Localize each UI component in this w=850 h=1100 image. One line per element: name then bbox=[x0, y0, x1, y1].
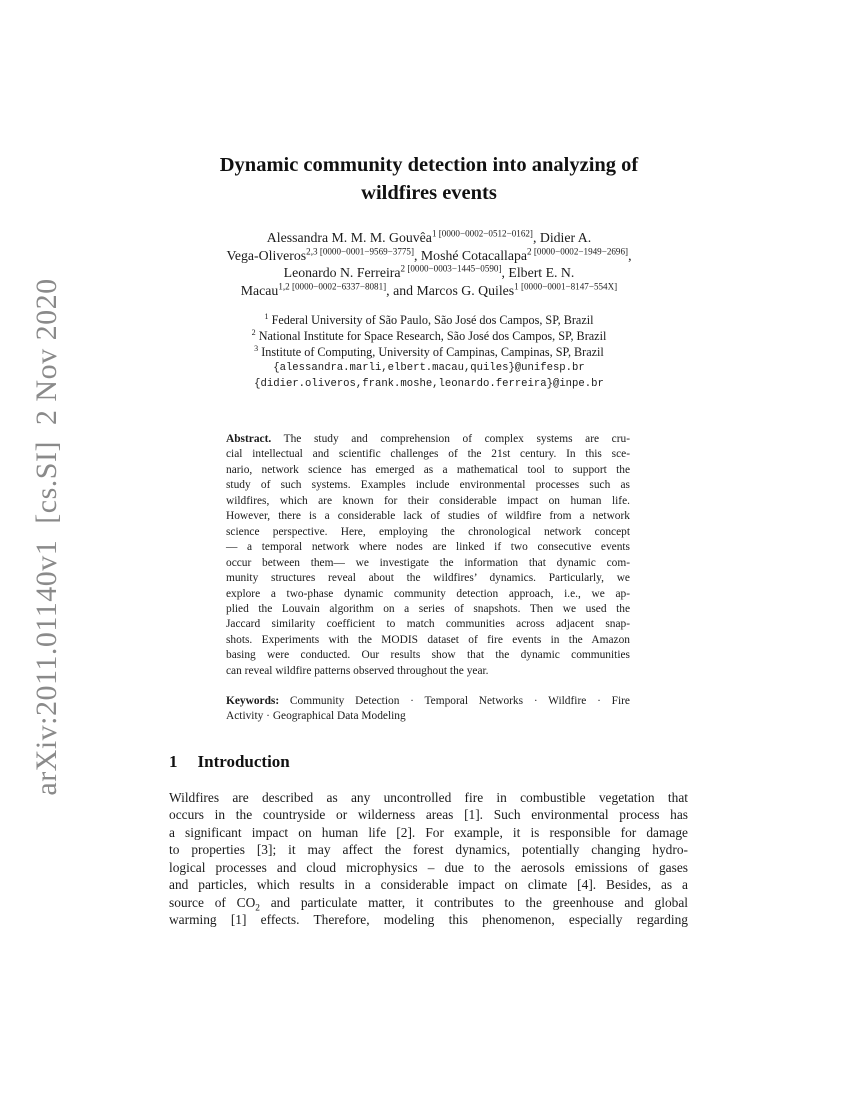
abstract-line: occur between them— we investigate the information that dynamic com- bbox=[226, 556, 630, 569]
paragraph-line: to properties [3]; it may affect the forest dynamics, potentially changing hydro- bbox=[169, 842, 688, 858]
abstract-lines bbox=[226, 447, 630, 679]
abstract-line: study of such systems. Examples include environmental processes such as bbox=[226, 479, 630, 492]
paragraph-line: warming [1] effects. Therefore, modeling this phenomenon, especially regarding bbox=[169, 912, 688, 928]
abstract-label: Abstract. bbox=[226, 433, 272, 445]
section-number: 1 bbox=[169, 752, 178, 771]
author-line: Leonardo N. Ferreira$^{2 [0000-0003-1445-0590]}$, Elbert E. N. bbox=[283, 263, 575, 281]
keywords-section bbox=[226, 694, 630, 725]
keywords-second-line: Activity · Geographical Data Modeling bbox=[226, 710, 406, 723]
abstract-first-line bbox=[226, 432, 630, 447]
introduction-paragraph bbox=[169, 789, 688, 929]
paper-title-line1: Dynamic community detection into analyzing of bbox=[219, 154, 639, 176]
section-heading bbox=[169, 751, 688, 773]
abstract-line: basing were conducted. Our results show that the dynamic communities bbox=[226, 649, 630, 662]
keywords-first-line bbox=[226, 694, 630, 709]
affiliation-line: $^2$ National Institute for Space Research, São José dos Campos, SP, Brazil bbox=[251, 327, 607, 343]
paragraph-line: a significant impact on human life [2]. For example, it is responsible for damage bbox=[169, 824, 688, 840]
paragraph-line: Wildfires are described as any uncontrolled fire in combustible vegetation that bbox=[169, 790, 688, 805]
abstract-first-line-text: The study and comprehension of complex systems are cru- bbox=[271, 433, 630, 445]
paper-title-line2: wildfires events bbox=[361, 182, 497, 204]
abstract-line: munity structures reveal about the wildfires’ dynamics. Particularly, we bbox=[226, 572, 630, 585]
abstract-line: cial intellectual and scientific challenges of the 21st century. In this sce- bbox=[226, 448, 630, 461]
paper-title bbox=[119, 151, 739, 207]
abstract-line: However, there is a considerable lack of studies of wildfire from a network bbox=[226, 510, 630, 523]
abstract-line: nario, network science has emerged as a mathematical tool to support the bbox=[226, 463, 630, 476]
arxiv-stamp: arXiv:2011.01140v1 [cs.SI] 2 Nov 2020 bbox=[30, 278, 63, 796]
affiliation-line: $^1$ Federal University of São Paulo, São José dos Campos, SP, Brazil bbox=[264, 311, 594, 327]
abstract-line: science perspective. Here, employing the chronological network concept bbox=[226, 525, 630, 538]
author-line: Alessandra M. M. M. Gouvêa$^{1 [0000-0002-0512-0162]}$, Didier A. bbox=[266, 228, 592, 245]
paragraph-line: logical processes and cloud microphysics – due to the aerosols emissions of gases bbox=[169, 859, 688, 875]
paragraph-line: and particles, which results in a considerable impact on climate [4]. Besides, as a bbox=[169, 877, 688, 893]
abstract-line: Jaccard similarity coefficient to match communities across adjacent snap- bbox=[226, 618, 630, 631]
author-list bbox=[129, 229, 729, 299]
abstract-line: — a temporal network where nodes are linked if two consecutive events bbox=[226, 541, 630, 554]
paragraph-line: source of $CO_2$ and particulate matter, it contributes to the greenhouse and global bbox=[169, 894, 688, 914]
email-line: {alessandra.marli,elbert.macau,quiles}@unifesp.br bbox=[273, 362, 585, 374]
abstract-line: shots. Experiments with the MODIS dataset of fire events in the Amazon bbox=[226, 633, 630, 646]
email-list bbox=[129, 361, 729, 392]
email-line: {didier.oliveros,frank.moshe,leonardo.ferreira}@inpe.br bbox=[254, 377, 604, 390]
abstract-line: explore a two-phase dynamic community detection approach, i.e., we ap- bbox=[226, 587, 630, 600]
paragraph-line: occurs in the countryside or wilderness areas [1]. Such environmental process has bbox=[169, 807, 688, 823]
affiliation-list bbox=[129, 313, 729, 360]
section-title: Introduction bbox=[197, 752, 290, 771]
abstract-line: wildfires, which are known for their considerable impact on human life. bbox=[226, 494, 630, 507]
abstract-line: plied the Louvain algorithm on a series of snapshots. Then we used the bbox=[226, 602, 630, 615]
keywords-label: Keywords: bbox=[226, 695, 280, 707]
abstract-section bbox=[226, 432, 630, 679]
author-line: Macau$^{1,2 [0000-0002-6337-8081]}$, and Marcos G. Quiles$^{1 [0000-0001-8147-554X]}$ bbox=[240, 281, 618, 298]
affiliation-line: $^3$ Institute of Computing, University of Campinas, Campinas, SP, Brazil bbox=[254, 343, 604, 359]
keywords-first-line-text: Community Detection · Temporal Networks · Wildfire · Fire bbox=[279, 695, 630, 707]
abstract-line: can reveal wildfire patterns observed throughout the year. bbox=[226, 664, 489, 677]
author-line: Vega-Oliveros$^{2,3 [0000-0001-9569-3775]}$, Moshé Cotacallapa$^{2 [0000-0002-1949-2696]}$, bbox=[226, 246, 632, 263]
